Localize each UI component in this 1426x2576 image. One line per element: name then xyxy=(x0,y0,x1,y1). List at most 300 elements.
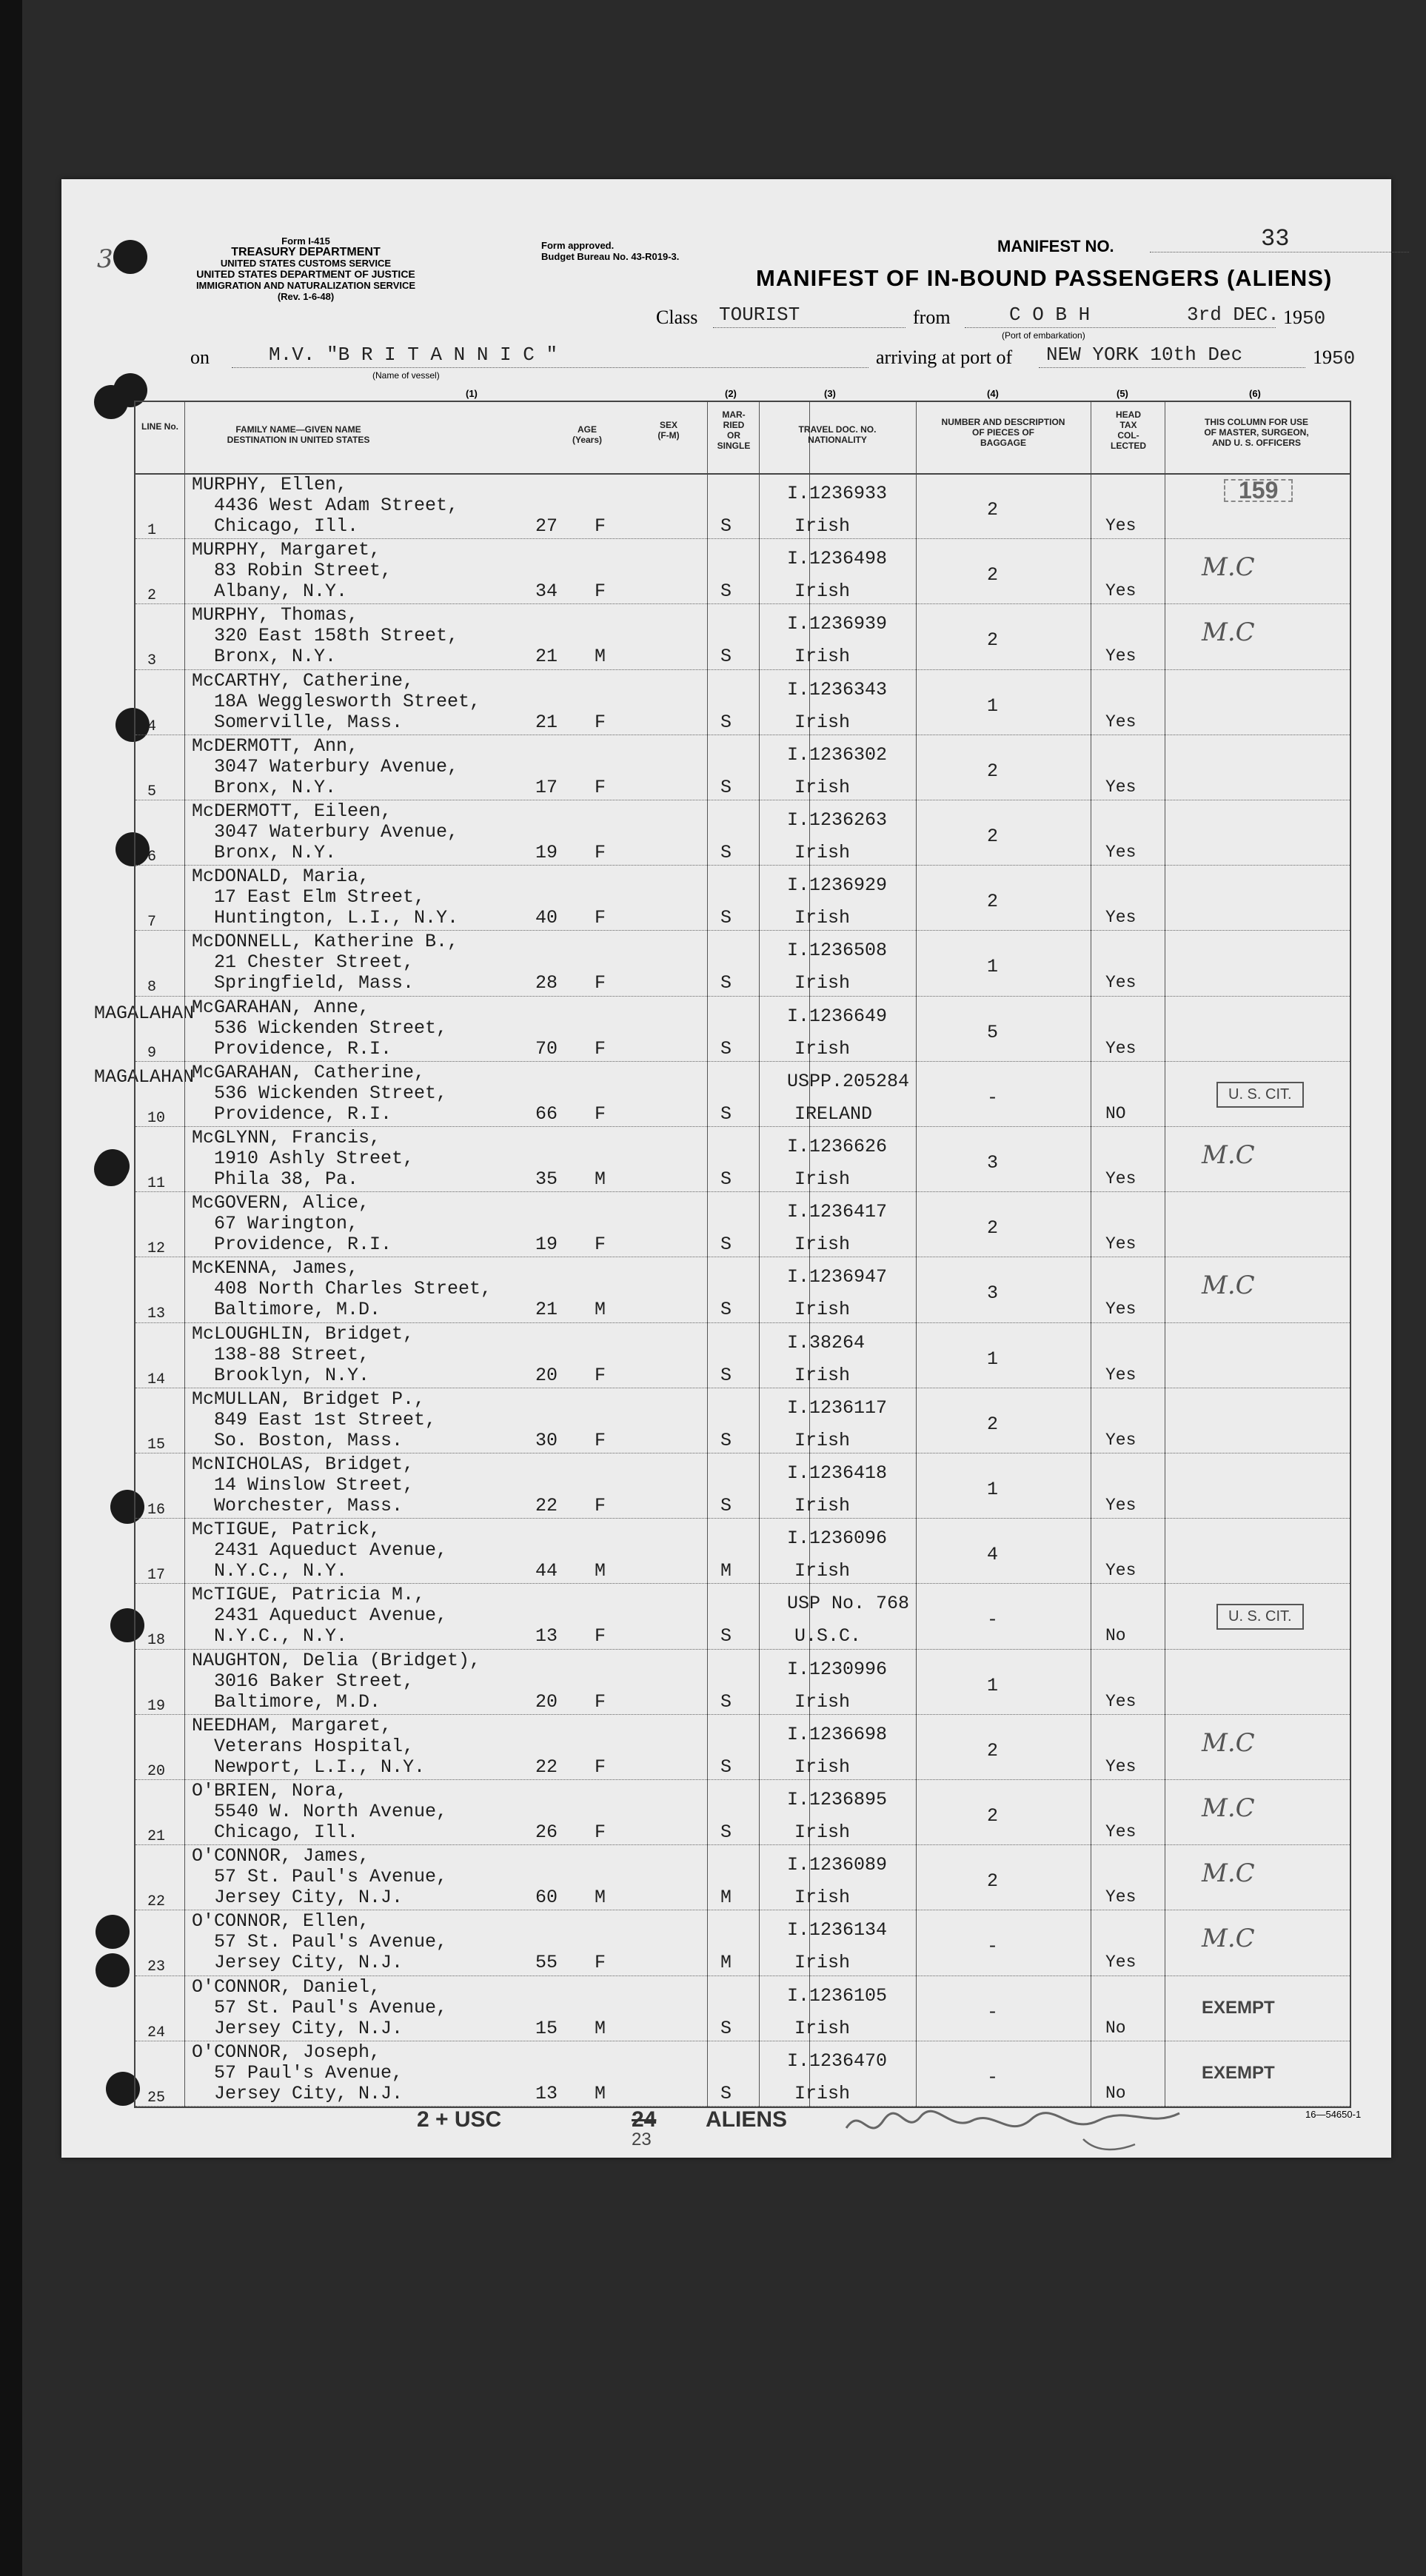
marital-status: S xyxy=(720,907,732,929)
head-tax: Yes xyxy=(1105,1887,1137,1907)
nationality: Irish xyxy=(794,646,851,668)
head-tax: No xyxy=(1105,2018,1126,2038)
passenger-name: McDERMOTT, Eileen, xyxy=(192,800,392,822)
table-row xyxy=(135,1844,1350,1910)
passenger-street: 408 North Charles Street, xyxy=(214,1278,492,1300)
line-number: 11 xyxy=(147,1175,166,1192)
passenger-age: 55 xyxy=(535,1952,558,1974)
travel-doc-no: I.1236089 xyxy=(787,1854,888,1876)
travel-doc-no: I.1236134 xyxy=(787,1919,888,1941)
marital-status: S xyxy=(720,1168,732,1190)
baggage-count: - xyxy=(987,2001,999,2023)
customs-service: UNITED STATES CUSTOMS SERVICE xyxy=(220,258,392,269)
passenger-name: McTIGUE, Patricia M., xyxy=(192,1584,426,1606)
col-header-baggage: NUMBER AND DESCRIPTION OF PIECES OF BAGGAGE xyxy=(941,417,1065,448)
line-number: 1 xyxy=(147,522,157,539)
marital-status: S xyxy=(720,842,732,863)
nationality: Irish xyxy=(794,1756,851,1778)
marital-status: S xyxy=(720,646,732,668)
col-num-2: (2) xyxy=(725,388,737,399)
travel-doc-no: I.1236470 xyxy=(787,2050,888,2072)
passenger-name: McDONNELL, Katherine B., xyxy=(192,931,459,953)
passenger-street: 57 St. Paul's Avenue, xyxy=(214,1866,448,1888)
passenger-city: Bronx, N.Y. xyxy=(214,646,337,668)
marital-status: S xyxy=(720,1690,732,1713)
passenger-name: McCARTHY, Catherine, xyxy=(192,669,415,692)
col-header-sex: SEX (F-M) xyxy=(657,420,680,441)
nationality: Irish xyxy=(794,1952,851,1974)
col-num-4: (4) xyxy=(987,388,999,399)
vessel-name: M.V. "B R I T A N N I C " xyxy=(269,344,558,366)
nationality: IRELAND xyxy=(794,1103,873,1125)
travel-doc-no: I.1236343 xyxy=(787,678,888,700)
marital-status: S xyxy=(720,1821,732,1843)
nationality: Irish xyxy=(794,972,851,994)
officer-note: M.C xyxy=(1202,618,1255,648)
passenger-age: 26 xyxy=(535,1821,558,1843)
baggage-count: 2 xyxy=(987,1217,999,1240)
punch-hole xyxy=(96,1915,130,1949)
ins-service: IMMIGRATION AND NATURALIZATION SERVICE xyxy=(195,280,416,291)
head-tax: Yes xyxy=(1105,1038,1137,1058)
marital-status: S xyxy=(720,515,732,537)
passenger-city: Baltimore, M.D. xyxy=(214,1690,381,1713)
baggage-count: 2 xyxy=(987,499,999,521)
class-label: Class xyxy=(656,307,698,328)
table-row xyxy=(135,2041,1350,2107)
passenger-name: O'BRIEN, Nora, xyxy=(192,1780,348,1801)
passenger-age: 15 xyxy=(535,2017,558,2039)
year-prefix-2: 19 xyxy=(1313,347,1332,368)
col-header-tax: HEAD TAX COL- LECTED xyxy=(1111,409,1146,451)
head-tax: Yes xyxy=(1105,581,1137,601)
nationality: Irish xyxy=(794,907,851,929)
marital-status: S xyxy=(720,2017,732,2039)
passenger-age: 28 xyxy=(535,972,558,994)
print-code: 16—54650-1 xyxy=(1305,2109,1362,2120)
footer-aliens-count: 23 xyxy=(632,2130,652,2150)
class-field xyxy=(713,304,906,328)
travel-doc-no: I.1230996 xyxy=(787,1658,888,1680)
line-number: 18 xyxy=(147,1632,166,1650)
passenger-street: 320 East 158th Street, xyxy=(214,625,459,647)
nationality: Irish xyxy=(794,515,851,537)
passenger-sex: F xyxy=(595,1756,606,1778)
nationality: Irish xyxy=(794,1299,851,1321)
baggage-count: 1 xyxy=(987,695,999,717)
line-number: 2 xyxy=(147,587,157,605)
baggage-count: 4 xyxy=(987,1544,999,1566)
passenger-street: 17 East Elm Street, xyxy=(214,886,426,909)
marital-status: S xyxy=(720,2082,732,2104)
scan-edge xyxy=(0,0,22,2576)
marital-status: S xyxy=(720,1429,732,1451)
passenger-street: 536 Wickenden Street, xyxy=(214,1082,448,1104)
passenger-street: 2431 Aqueduct Avenue, xyxy=(214,1605,448,1627)
col-num-3: (3) xyxy=(824,388,836,399)
passenger-city: Huntington, L.I., N.Y. xyxy=(214,907,459,929)
passenger-sex: F xyxy=(595,842,606,863)
nationality: Irish xyxy=(794,776,851,798)
table-row xyxy=(135,538,1350,604)
head-tax: Yes xyxy=(1105,973,1137,993)
passenger-age: 22 xyxy=(535,1495,558,1516)
passenger-age: 21 xyxy=(535,646,558,668)
passenger-name: NAUGHTON, Delia (Bridget), xyxy=(192,1649,481,1671)
col-header-use: THIS COLUMN FOR USE OF MASTER, SURGEON, AND U. S. OFFICERS xyxy=(1204,417,1309,448)
col-header-name: FAMILY NAME—GIVEN NAME DESTINATION IN UNITED STATES xyxy=(227,424,370,445)
table-row xyxy=(135,735,1350,800)
line-number: 8 xyxy=(147,979,157,997)
travel-doc-no: I.1236117 xyxy=(787,1396,888,1419)
passenger-name: McGOVERN, Alice, xyxy=(192,1192,370,1214)
passenger-street: 57 St. Paul's Avenue, xyxy=(214,1996,448,2018)
passenger-city: Chicago, Ill. xyxy=(214,515,359,537)
travel-doc-no: I.1236929 xyxy=(787,874,888,897)
passenger-age: 20 xyxy=(535,1690,558,1713)
line-number: 3 xyxy=(147,652,157,670)
baggage-count: 5 xyxy=(987,1021,999,1043)
passenger-age: 60 xyxy=(535,1887,558,1909)
passenger-city: Providence, R.I. xyxy=(214,1234,392,1256)
passenger-name: McGARAHAN, Catherine, xyxy=(192,1061,426,1083)
passenger-street: 3047 Waterbury Avenue, xyxy=(214,755,459,777)
arrival-port: NEW YORK 10th Dec xyxy=(1046,344,1243,366)
marital-status: S xyxy=(720,776,732,798)
from-field xyxy=(965,304,1279,328)
margin-name-1: MAGALAHAN xyxy=(94,1003,195,1024)
baggage-count: 2 xyxy=(987,1413,999,1435)
passenger-sex: F xyxy=(595,515,606,537)
passenger-sex: M xyxy=(595,1168,606,1190)
head-tax: Yes xyxy=(1105,1953,1137,1973)
nationality: Irish xyxy=(794,581,851,603)
embark-port: C O B H xyxy=(1009,304,1091,326)
passenger-city: Providence, R.I. xyxy=(214,1103,392,1125)
line-number: 12 xyxy=(147,1240,166,1258)
passenger-city: So. Boston, Mass. xyxy=(214,1429,404,1451)
form-number: Form I-415 xyxy=(281,235,330,247)
footer-usc: 2 + USC xyxy=(417,2107,502,2132)
passenger-age: 17 xyxy=(535,776,558,798)
passenger-name: McDERMOTT, Ann, xyxy=(192,735,359,757)
year-value-1: 50 xyxy=(1302,307,1326,329)
passenger-sex: F xyxy=(595,1495,606,1516)
passenger-name: O'CONNOR, Joseph, xyxy=(192,2041,381,2063)
marital-status: S xyxy=(720,1756,732,1778)
vessel-note: (Name of vessel) xyxy=(372,370,440,381)
manifest-title: MANIFEST OF IN-BOUND PASSENGERS (ALIENS) xyxy=(756,265,1333,291)
form-approval xyxy=(541,240,679,262)
passenger-sex: F xyxy=(595,1364,606,1386)
baggage-count: 2 xyxy=(987,564,999,586)
travel-doc-no: I.1236698 xyxy=(787,1723,888,1745)
nationality: U.S.C. xyxy=(794,1625,862,1647)
col-header-travel: TRAVEL DOC. NO. NATIONALITY xyxy=(798,424,877,445)
year-1 xyxy=(1283,307,1325,329)
passenger-age: 70 xyxy=(535,1037,558,1060)
year-value-2: 50 xyxy=(1332,347,1356,369)
head-tax: No xyxy=(1105,1626,1126,1646)
passenger-street: Veterans Hospital, xyxy=(214,1735,415,1757)
table-row xyxy=(135,930,1350,996)
baggage-count: 2 xyxy=(987,760,999,782)
passenger-name: MURPHY, Thomas, xyxy=(192,604,359,626)
passenger-street: 1910 Ashly Street, xyxy=(214,1148,415,1169)
passenger-age: 21 xyxy=(535,711,558,733)
passenger-age: 30 xyxy=(535,1429,558,1451)
on-label: on xyxy=(190,347,210,368)
passenger-sex: M xyxy=(595,2082,606,2104)
footer-aliens-label: ALIENS xyxy=(706,2107,788,2132)
officer-note: U. S. CIT. xyxy=(1216,1604,1304,1630)
marital-status: S xyxy=(720,972,732,994)
line-number: 25 xyxy=(147,2089,166,2107)
nationality: Irish xyxy=(794,1429,851,1451)
line-number: 13 xyxy=(147,1305,166,1323)
line-number: 4 xyxy=(147,717,157,735)
nationality: Irish xyxy=(794,842,851,863)
arriving-label: arriving at port of xyxy=(876,347,1013,368)
table-row xyxy=(135,1714,1350,1780)
passenger-city: Chicago, Ill. xyxy=(214,1821,359,1843)
travel-doc-no: I.1236302 xyxy=(787,743,888,766)
passenger-age: 44 xyxy=(535,1560,558,1582)
col-num-5: (5) xyxy=(1117,388,1128,399)
margin-mark: 3 xyxy=(97,244,113,274)
marital-status: M xyxy=(720,1560,732,1582)
baggage-count: 3 xyxy=(987,1152,999,1174)
col-header-age: AGE (Years) xyxy=(572,424,603,445)
officer-note: M.C xyxy=(1202,1727,1255,1758)
passenger-age: 20 xyxy=(535,1364,558,1386)
table-row xyxy=(135,1191,1350,1257)
head-tax: Yes xyxy=(1105,1365,1137,1385)
table-row xyxy=(135,1518,1350,1584)
nationality: Irish xyxy=(794,1690,851,1713)
revision: (Rev. 1-6-48) xyxy=(277,291,335,302)
travel-doc-no: USPP.205284 xyxy=(787,1070,910,1092)
line-number: 19 xyxy=(147,1697,166,1715)
line-number: 23 xyxy=(147,1958,166,1976)
line-number: 10 xyxy=(147,1109,166,1127)
passenger-name: O'CONNOR, Daniel, xyxy=(192,1976,381,1998)
passenger-name: O'CONNOR, Ellen, xyxy=(192,1910,370,1933)
table-row xyxy=(135,1779,1350,1845)
line-number: 9 xyxy=(147,1044,157,1062)
passenger-street: 67 Warington, xyxy=(214,1213,359,1235)
passenger-name: McLOUGHLIN, Bridget, xyxy=(192,1322,415,1345)
table-row xyxy=(135,1583,1350,1649)
passenger-street: 536 Wickenden Street, xyxy=(214,1017,448,1039)
passenger-sex: F xyxy=(595,776,606,798)
passenger-age: 13 xyxy=(535,1625,558,1647)
passenger-age: 35 xyxy=(535,1168,558,1190)
manifest-table xyxy=(134,401,1351,2108)
header-row xyxy=(135,402,1350,475)
passenger-city: Bronx, N.Y. xyxy=(214,842,337,863)
passenger-name: McTIGUE, Patrick, xyxy=(192,1519,381,1541)
baggage-count: 2 xyxy=(987,1805,999,1827)
travel-doc-no: I.1236939 xyxy=(787,613,888,635)
officer-note: M.C xyxy=(1202,1859,1255,1889)
col-num-6: (6) xyxy=(1249,388,1261,399)
marital-status: M xyxy=(720,1887,732,1909)
nationality: Irish xyxy=(794,1168,851,1190)
passenger-name: NEEDHAM, Margaret, xyxy=(192,1714,392,1736)
nationality: Irish xyxy=(794,2082,851,2104)
from-label: from xyxy=(913,307,951,328)
baggage-count: 2 xyxy=(987,1870,999,1893)
nationality: Irish xyxy=(794,1821,851,1843)
table-row xyxy=(135,1453,1350,1519)
line-number: 17 xyxy=(147,1567,166,1585)
punch-hole xyxy=(96,1149,130,1183)
passenger-city: Jersey City, N.J. xyxy=(214,2082,404,2104)
officer-note: 159 xyxy=(1224,479,1293,502)
baggage-count: 1 xyxy=(987,1479,999,1500)
passenger-name: McNICHOLAS, Bridget, xyxy=(192,1453,415,1475)
passenger-age: 34 xyxy=(535,581,558,603)
passenger-name: McGARAHAN, Anne, xyxy=(192,996,370,1018)
table-row xyxy=(135,1910,1350,1976)
head-tax: Yes xyxy=(1105,1756,1137,1776)
head-tax: Yes xyxy=(1105,712,1137,732)
head-tax: Yes xyxy=(1105,516,1137,535)
passenger-city: Newport, L.I., N.Y. xyxy=(214,1756,426,1778)
vessel-field xyxy=(232,344,868,368)
marital-status: S xyxy=(720,1299,732,1321)
passenger-name: MURPHY, Ellen, xyxy=(192,474,348,495)
manifest-number: 33 xyxy=(1261,225,1290,252)
passenger-street: 4436 West Adam Street, xyxy=(214,495,459,516)
baggage-count: 2 xyxy=(987,891,999,913)
passenger-city: Providence, R.I. xyxy=(214,1037,392,1060)
table-row xyxy=(135,473,1350,539)
baggage-count: - xyxy=(987,2066,999,2088)
passenger-sex: F xyxy=(595,1234,606,1256)
nationality: Irish xyxy=(794,1234,851,1256)
punch-hole xyxy=(94,385,128,419)
passenger-city: Jersey City, N.J. xyxy=(214,1952,404,1974)
officer-note: M.C xyxy=(1202,1271,1255,1301)
year-prefix-1: 19 xyxy=(1283,307,1302,328)
nationality: Irish xyxy=(794,1887,851,1909)
passenger-sex: F xyxy=(595,1690,606,1713)
head-tax: Yes xyxy=(1105,646,1137,666)
passenger-street: 3047 Waterbury Avenue, xyxy=(214,821,459,843)
passenger-street: 849 East 1st Street, xyxy=(214,1408,437,1431)
head-tax: Yes xyxy=(1105,1234,1137,1254)
head-tax: Yes xyxy=(1105,777,1137,797)
passenger-city: Phila 38, Pa. xyxy=(214,1168,359,1190)
passenger-city: Brooklyn, N.Y. xyxy=(214,1364,370,1386)
baggage-count: - xyxy=(987,1936,999,1958)
passenger-sex: F xyxy=(595,1037,606,1060)
passenger-sex: F xyxy=(595,1821,606,1843)
travel-doc-no: I.1236418 xyxy=(787,1462,888,1484)
line-number: 14 xyxy=(147,1371,166,1388)
line-number: 7 xyxy=(147,914,157,931)
passenger-city: Jersey City, N.J. xyxy=(214,2017,404,2039)
marital-status: S xyxy=(720,1234,732,1256)
travel-doc-no: USP No. 768 xyxy=(787,1593,910,1615)
nationality: Irish xyxy=(794,1560,851,1582)
passenger-age: 22 xyxy=(535,1756,558,1778)
nationality: Irish xyxy=(794,2017,851,2039)
marital-status: S xyxy=(720,1495,732,1516)
passenger-street: 2431 Aqueduct Avenue, xyxy=(214,1539,448,1562)
line-number: 15 xyxy=(147,1436,166,1453)
table-row xyxy=(135,1126,1350,1192)
line-number: 5 xyxy=(147,783,157,800)
port-note: (Port of embarkation) xyxy=(1002,330,1085,341)
marital-status: S xyxy=(720,1037,732,1060)
passenger-street: 14 Winslow Street, xyxy=(214,1474,415,1496)
nationality: Irish xyxy=(794,1495,851,1516)
punch-hole xyxy=(113,240,147,274)
baggage-count: - xyxy=(987,1609,999,1631)
passenger-age: 13 xyxy=(535,2082,558,2104)
passenger-age: 19 xyxy=(535,842,558,863)
head-tax: Yes xyxy=(1105,1496,1137,1515)
passenger-city: N.Y.C., N.Y. xyxy=(214,1625,348,1647)
table-row xyxy=(135,1322,1350,1388)
line-number: 16 xyxy=(147,1502,166,1519)
officer-note: M.C xyxy=(1202,552,1255,583)
table-row xyxy=(135,1976,1350,2041)
head-tax: Yes xyxy=(1105,1430,1137,1450)
arrival-field xyxy=(1039,344,1305,368)
manifest-number-field xyxy=(1150,222,1409,252)
table-row xyxy=(135,1388,1350,1453)
travel-doc-no: I.1236947 xyxy=(787,1266,888,1288)
passenger-sex: F xyxy=(595,1952,606,1974)
line-number: 21 xyxy=(147,1828,166,1845)
travel-doc-no: I.38264 xyxy=(787,1331,866,1354)
table-row xyxy=(135,996,1350,1062)
head-tax: Yes xyxy=(1105,1561,1137,1581)
baggage-count: 3 xyxy=(987,1282,999,1305)
travel-doc-no: I.1236508 xyxy=(787,940,888,962)
table-row xyxy=(135,1257,1350,1322)
passenger-sex: M xyxy=(595,646,606,668)
table-row xyxy=(135,800,1350,866)
year-2 xyxy=(1313,347,1355,369)
form-approved: Form approved. xyxy=(541,240,615,251)
passenger-sex: F xyxy=(595,972,606,994)
passenger-sex: F xyxy=(595,581,606,603)
head-tax: Yes xyxy=(1105,1691,1137,1711)
col-num-1: (1) xyxy=(466,388,478,399)
head-tax: No xyxy=(1105,2083,1126,2103)
passenger-sex: M xyxy=(595,1887,606,1909)
passenger-street: 57 Paul's Avenue, xyxy=(214,2061,404,2084)
table-row xyxy=(135,865,1350,931)
passenger-city: Baltimore, M.D. xyxy=(214,1299,381,1321)
table-row xyxy=(135,669,1350,735)
officer-note: EXEMPT xyxy=(1202,1997,1275,2018)
marital-status: S xyxy=(720,711,732,733)
baggage-count: 2 xyxy=(987,1739,999,1762)
baggage-count: - xyxy=(987,1086,999,1108)
travel-doc-no: I.1236933 xyxy=(787,483,888,504)
budget-bureau: Budget Bureau No. 43-R019-3. xyxy=(541,251,680,262)
nationality: Irish xyxy=(794,1364,851,1386)
passenger-name: McMULLAN, Bridget P., xyxy=(192,1388,426,1410)
travel-doc-no: I.1236498 xyxy=(787,548,888,570)
baggage-count: 1 xyxy=(987,1674,999,1696)
